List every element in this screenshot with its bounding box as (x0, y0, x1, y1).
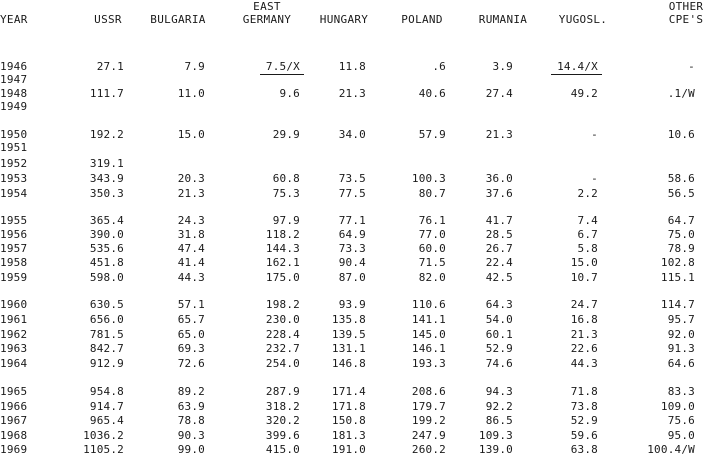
cell-year: 1965 (0, 385, 28, 398)
cell-other: 64.6 (667, 357, 695, 370)
table-row-1964 (0, 357, 709, 370)
cell-east-germany: 60.8 (272, 172, 300, 185)
cell-rumania: 86.5 (485, 414, 513, 427)
table-row-1966 (0, 400, 709, 413)
cell-yugoslavia: 52.9 (570, 414, 598, 427)
cell-ussr: 111.7 (89, 87, 124, 100)
column-header-bulgaria: BULGARIA (150, 13, 206, 26)
cell-bulgaria: 90.3 (177, 429, 205, 442)
cell-poland: 260.2 (411, 443, 446, 456)
table-row-1951 (0, 141, 709, 154)
cell-year: 1952 (0, 157, 28, 170)
cell-east-germany: 75.3 (272, 187, 300, 200)
column-header-rumania: RUMANIA (478, 13, 528, 26)
cell-hungary: 77.5 (338, 187, 366, 200)
cell-poland: .6 (432, 60, 446, 73)
table-row-1963 (0, 342, 709, 355)
table-row-1969 (0, 443, 709, 456)
cell-east-germany: 415.0 (265, 443, 300, 456)
cell-ussr: 319.1 (89, 157, 124, 170)
cell-yugoslavia: - (591, 128, 598, 141)
cell-ussr: 598.0 (89, 271, 124, 284)
cell-bulgaria: 20.3 (177, 172, 205, 185)
cell-rumania: 52.9 (485, 342, 513, 355)
cell-hungary: 131.1 (331, 342, 366, 355)
cell-rumania: 28.5 (485, 228, 513, 241)
cell-year: 1964 (0, 357, 28, 370)
cell-year: 1968 (0, 429, 28, 442)
cell-hungary: 171.4 (331, 385, 366, 398)
cell-hungary: 73.3 (338, 242, 366, 255)
cell-other: 91.3 (667, 342, 695, 355)
cell-bulgaria: 63.9 (177, 400, 205, 413)
cell-poland: 179.7 (411, 400, 446, 413)
cell-bulgaria: 7.9 (184, 60, 205, 73)
cell-yugoslavia: 21.3 (570, 328, 598, 341)
table-row-1960 (0, 298, 709, 311)
cell-bulgaria: 47.4 (177, 242, 205, 255)
cell-rumania: 37.6 (485, 187, 513, 200)
cell-other: 56.5 (667, 187, 695, 200)
column-header-poland: POLAND (401, 13, 443, 26)
cell-hungary: 73.5 (338, 172, 366, 185)
cell-poland: 40.6 (418, 87, 446, 100)
cell-year: 1960 (0, 298, 28, 311)
cell-east-germany: 29.9 (272, 128, 300, 141)
footnote-underline (260, 74, 304, 75)
cell-rumania: 54.0 (485, 313, 513, 326)
cell-bulgaria: 41.4 (177, 256, 205, 269)
cell-hungary: 21.3 (338, 87, 366, 100)
cell-bulgaria: 89.2 (177, 385, 205, 398)
cell-ussr: 781.5 (89, 328, 124, 341)
cell-poland: 145.0 (411, 328, 446, 341)
cell-bulgaria: 99.0 (177, 443, 205, 456)
cell-year: 1961 (0, 313, 28, 326)
table-row-1954 (0, 187, 709, 200)
cell-east-germany: 318.2 (265, 400, 300, 413)
cell-year: 1947 (0, 73, 28, 86)
cell-hungary: 181.3 (331, 429, 366, 442)
cell-yugoslavia: 14.4/X (557, 60, 598, 73)
cell-year: 1969 (0, 443, 28, 456)
cell-poland: 146.1 (411, 342, 446, 355)
table-row-1967 (0, 414, 709, 427)
cell-rumania: 42.5 (485, 271, 513, 284)
cell-ussr: 842.7 (89, 342, 124, 355)
cell-ussr: 343.9 (89, 172, 124, 185)
cell-yugoslavia: 10.7 (570, 271, 598, 284)
column-header-year: YEAR (0, 13, 28, 26)
cell-poland: 60.0 (418, 242, 446, 255)
cell-bulgaria: 24.3 (177, 214, 205, 227)
cell-yugoslavia: 73.8 (570, 400, 598, 413)
cell-hungary: 191.0 (331, 443, 366, 456)
cell-bulgaria: 31.8 (177, 228, 205, 241)
cell-bulgaria: 69.3 (177, 342, 205, 355)
cell-east-germany: 97.9 (272, 214, 300, 227)
cell-other: .1/W (667, 87, 695, 100)
cell-year: 1949 (0, 100, 28, 113)
cell-year: 1962 (0, 328, 28, 341)
cell-year: 1953 (0, 172, 28, 185)
cell-ussr: 535.6 (89, 242, 124, 255)
cell-ussr: 954.8 (89, 385, 124, 398)
cell-rumania: 22.4 (485, 256, 513, 269)
cell-bulgaria: 21.3 (177, 187, 205, 200)
table-row-1961 (0, 313, 709, 326)
cell-other: 109.0 (660, 400, 695, 413)
cell-year: 1967 (0, 414, 28, 427)
cell-other: 10.6 (667, 128, 695, 141)
cell-year: 1959 (0, 271, 28, 284)
cell-hungary: 135.8 (331, 313, 366, 326)
cell-ussr: 365.4 (89, 214, 124, 227)
table-row-1952 (0, 157, 709, 170)
cell-east-germany: 399.6 (265, 429, 300, 442)
cell-poland: 110.6 (411, 298, 446, 311)
cell-year: 1946 (0, 60, 28, 73)
table-row-1946 (0, 60, 709, 73)
cell-bulgaria: 65.0 (177, 328, 205, 341)
cell-hungary: 90.4 (338, 256, 366, 269)
table-row-1948 (0, 87, 709, 100)
cell-yugoslavia: - (591, 172, 598, 185)
cell-yugoslavia: 2.2 (577, 187, 598, 200)
cell-poland: 100.3 (411, 172, 446, 185)
cell-ussr: 27.1 (96, 60, 124, 73)
table-row-1953 (0, 172, 709, 185)
cell-rumania: 94.3 (485, 385, 513, 398)
cell-rumania: 27.4 (485, 87, 513, 100)
cell-ussr: 914.7 (89, 400, 124, 413)
cell-bulgaria: 11.0 (177, 87, 205, 100)
cell-hungary: 139.5 (331, 328, 366, 341)
table-row-1958 (0, 256, 709, 269)
cell-other: 102.8 (660, 256, 695, 269)
cell-year: 1950 (0, 128, 28, 141)
table-row-1956 (0, 228, 709, 241)
cell-other: 92.0 (667, 328, 695, 341)
cell-east-germany: 320.2 (265, 414, 300, 427)
table-row-1957 (0, 242, 709, 255)
cell-rumania: 41.7 (485, 214, 513, 227)
table-row-1968 (0, 429, 709, 442)
cell-other: - (688, 60, 695, 73)
cell-rumania: 109.3 (478, 429, 513, 442)
cell-other: 64.7 (667, 214, 695, 227)
cell-hungary: 77.1 (338, 214, 366, 227)
cell-ussr: 965.4 (89, 414, 124, 427)
column-header-ussr: USSR (94, 13, 122, 26)
cell-other: 100.4/W (647, 443, 695, 456)
cell-bulgaria: 57.1 (177, 298, 205, 311)
cell-ussr: 192.2 (89, 128, 124, 141)
cell-bulgaria: 72.6 (177, 357, 205, 370)
cell-yugoslavia: 22.6 (570, 342, 598, 355)
cell-east-germany: 7.5/X (265, 60, 300, 73)
cell-year: 1963 (0, 342, 28, 355)
cell-ussr: 390.0 (89, 228, 124, 241)
cell-year: 1955 (0, 214, 28, 227)
cell-bulgaria: 78.8 (177, 414, 205, 427)
cell-hungary: 146.8 (331, 357, 366, 370)
cell-ussr: 912.9 (89, 357, 124, 370)
cell-rumania: 139.0 (478, 443, 513, 456)
cell-rumania: 64.3 (485, 298, 513, 311)
column-header-yugoslavia: YUGOSL. (558, 13, 608, 26)
table-row-1962 (0, 328, 709, 341)
cell-other: 115.1 (660, 271, 695, 284)
cell-east-germany: 175.0 (265, 271, 300, 284)
cell-bulgaria: 65.7 (177, 313, 205, 326)
cell-rumania: 26.7 (485, 242, 513, 255)
cell-hungary: 34.0 (338, 128, 366, 141)
cell-other: 78.9 (667, 242, 695, 255)
cell-east-germany: 254.0 (265, 357, 300, 370)
cell-ussr: 451.8 (89, 256, 124, 269)
cell-hungary: 87.0 (338, 271, 366, 284)
table-row-1947 (0, 73, 709, 86)
cell-rumania: 21.3 (485, 128, 513, 141)
cell-poland: 247.9 (411, 429, 446, 442)
cell-year: 1948 (0, 87, 28, 100)
cell-ussr: 630.5 (89, 298, 124, 311)
cell-yugoslavia: 63.8 (570, 443, 598, 456)
cell-other: 58.6 (667, 172, 695, 185)
column-header-east-germany: EAST (253, 0, 281, 13)
cell-year: 1966 (0, 400, 28, 413)
cell-poland: 77.0 (418, 228, 446, 241)
cell-yugoslavia: 15.0 (570, 256, 598, 269)
cell-bulgaria: 44.3 (177, 271, 205, 284)
cell-year: 1951 (0, 141, 28, 154)
cell-ussr: 350.3 (89, 187, 124, 200)
cell-yugoslavia: 59.6 (570, 429, 598, 442)
cell-rumania: 36.0 (485, 172, 513, 185)
table-row-1965 (0, 385, 709, 398)
cell-hungary: 11.8 (338, 60, 366, 73)
cell-east-germany: 118.2 (265, 228, 300, 241)
column-header-east-germany-line2: GERMANY (242, 13, 292, 26)
table-row-1959 (0, 271, 709, 284)
cell-ussr: 1036.2 (83, 429, 124, 442)
cell-hungary: 64.9 (338, 228, 366, 241)
cell-poland: 71.5 (418, 256, 446, 269)
cell-poland: 141.1 (411, 313, 446, 326)
cell-rumania: 92.2 (485, 400, 513, 413)
cell-yugoslavia: 16.8 (570, 313, 598, 326)
cell-yugoslavia: 49.2 (570, 87, 598, 100)
cell-rumania: 74.6 (485, 357, 513, 370)
table-row-1955 (0, 214, 709, 227)
cell-east-germany: 144.3 (265, 242, 300, 255)
cell-other: 114.7 (660, 298, 695, 311)
cell-yugoslavia: 24.7 (570, 298, 598, 311)
cell-east-germany: 232.7 (265, 342, 300, 355)
cell-poland: 193.3 (411, 357, 446, 370)
cell-east-germany: 228.4 (265, 328, 300, 341)
cell-poland: 208.6 (411, 385, 446, 398)
cell-yugoslavia: 7.4 (577, 214, 598, 227)
column-header-hungary: HUNGARY (319, 13, 369, 26)
cell-ussr: 656.0 (89, 313, 124, 326)
cell-east-germany: 9.6 (279, 87, 300, 100)
cell-yugoslavia: 44.3 (570, 357, 598, 370)
table-row-1949 (0, 100, 709, 113)
cell-east-germany: 230.0 (265, 313, 300, 326)
column-header-other: OTHER (668, 0, 704, 13)
cell-hungary: 150.8 (331, 414, 366, 427)
cell-poland: 80.7 (418, 187, 446, 200)
cell-poland: 82.0 (418, 271, 446, 284)
cell-yugoslavia: 6.7 (577, 228, 598, 241)
cell-bulgaria: 15.0 (177, 128, 205, 141)
cell-rumania: 60.1 (485, 328, 513, 341)
cell-rumania: 3.9 (492, 60, 513, 73)
cell-year: 1954 (0, 187, 28, 200)
cell-east-germany: 287.9 (265, 385, 300, 398)
cell-poland: 199.2 (411, 414, 446, 427)
table-row-1950 (0, 128, 709, 141)
cell-ussr: 1105.2 (83, 443, 124, 456)
cell-other: 75.6 (667, 414, 695, 427)
cell-year: 1957 (0, 242, 28, 255)
cell-poland: 57.9 (418, 128, 446, 141)
cell-yugoslavia: 5.8 (577, 242, 598, 255)
cell-east-germany: 198.2 (265, 298, 300, 311)
cell-year: 1956 (0, 228, 28, 241)
cell-other: 75.0 (667, 228, 695, 241)
cell-east-germany: 162.1 (265, 256, 300, 269)
column-header-other-line2: CPE'S (668, 13, 704, 26)
cell-hungary: 93.9 (338, 298, 366, 311)
cell-poland: 76.1 (418, 214, 446, 227)
cell-yugoslavia: 71.8 (570, 385, 598, 398)
cell-other: 95.0 (667, 429, 695, 442)
cell-year: 1958 (0, 256, 28, 269)
cell-other: 83.3 (667, 385, 695, 398)
footnote-underline (551, 74, 602, 75)
cell-hungary: 171.8 (331, 400, 366, 413)
cell-other: 95.7 (667, 313, 695, 326)
